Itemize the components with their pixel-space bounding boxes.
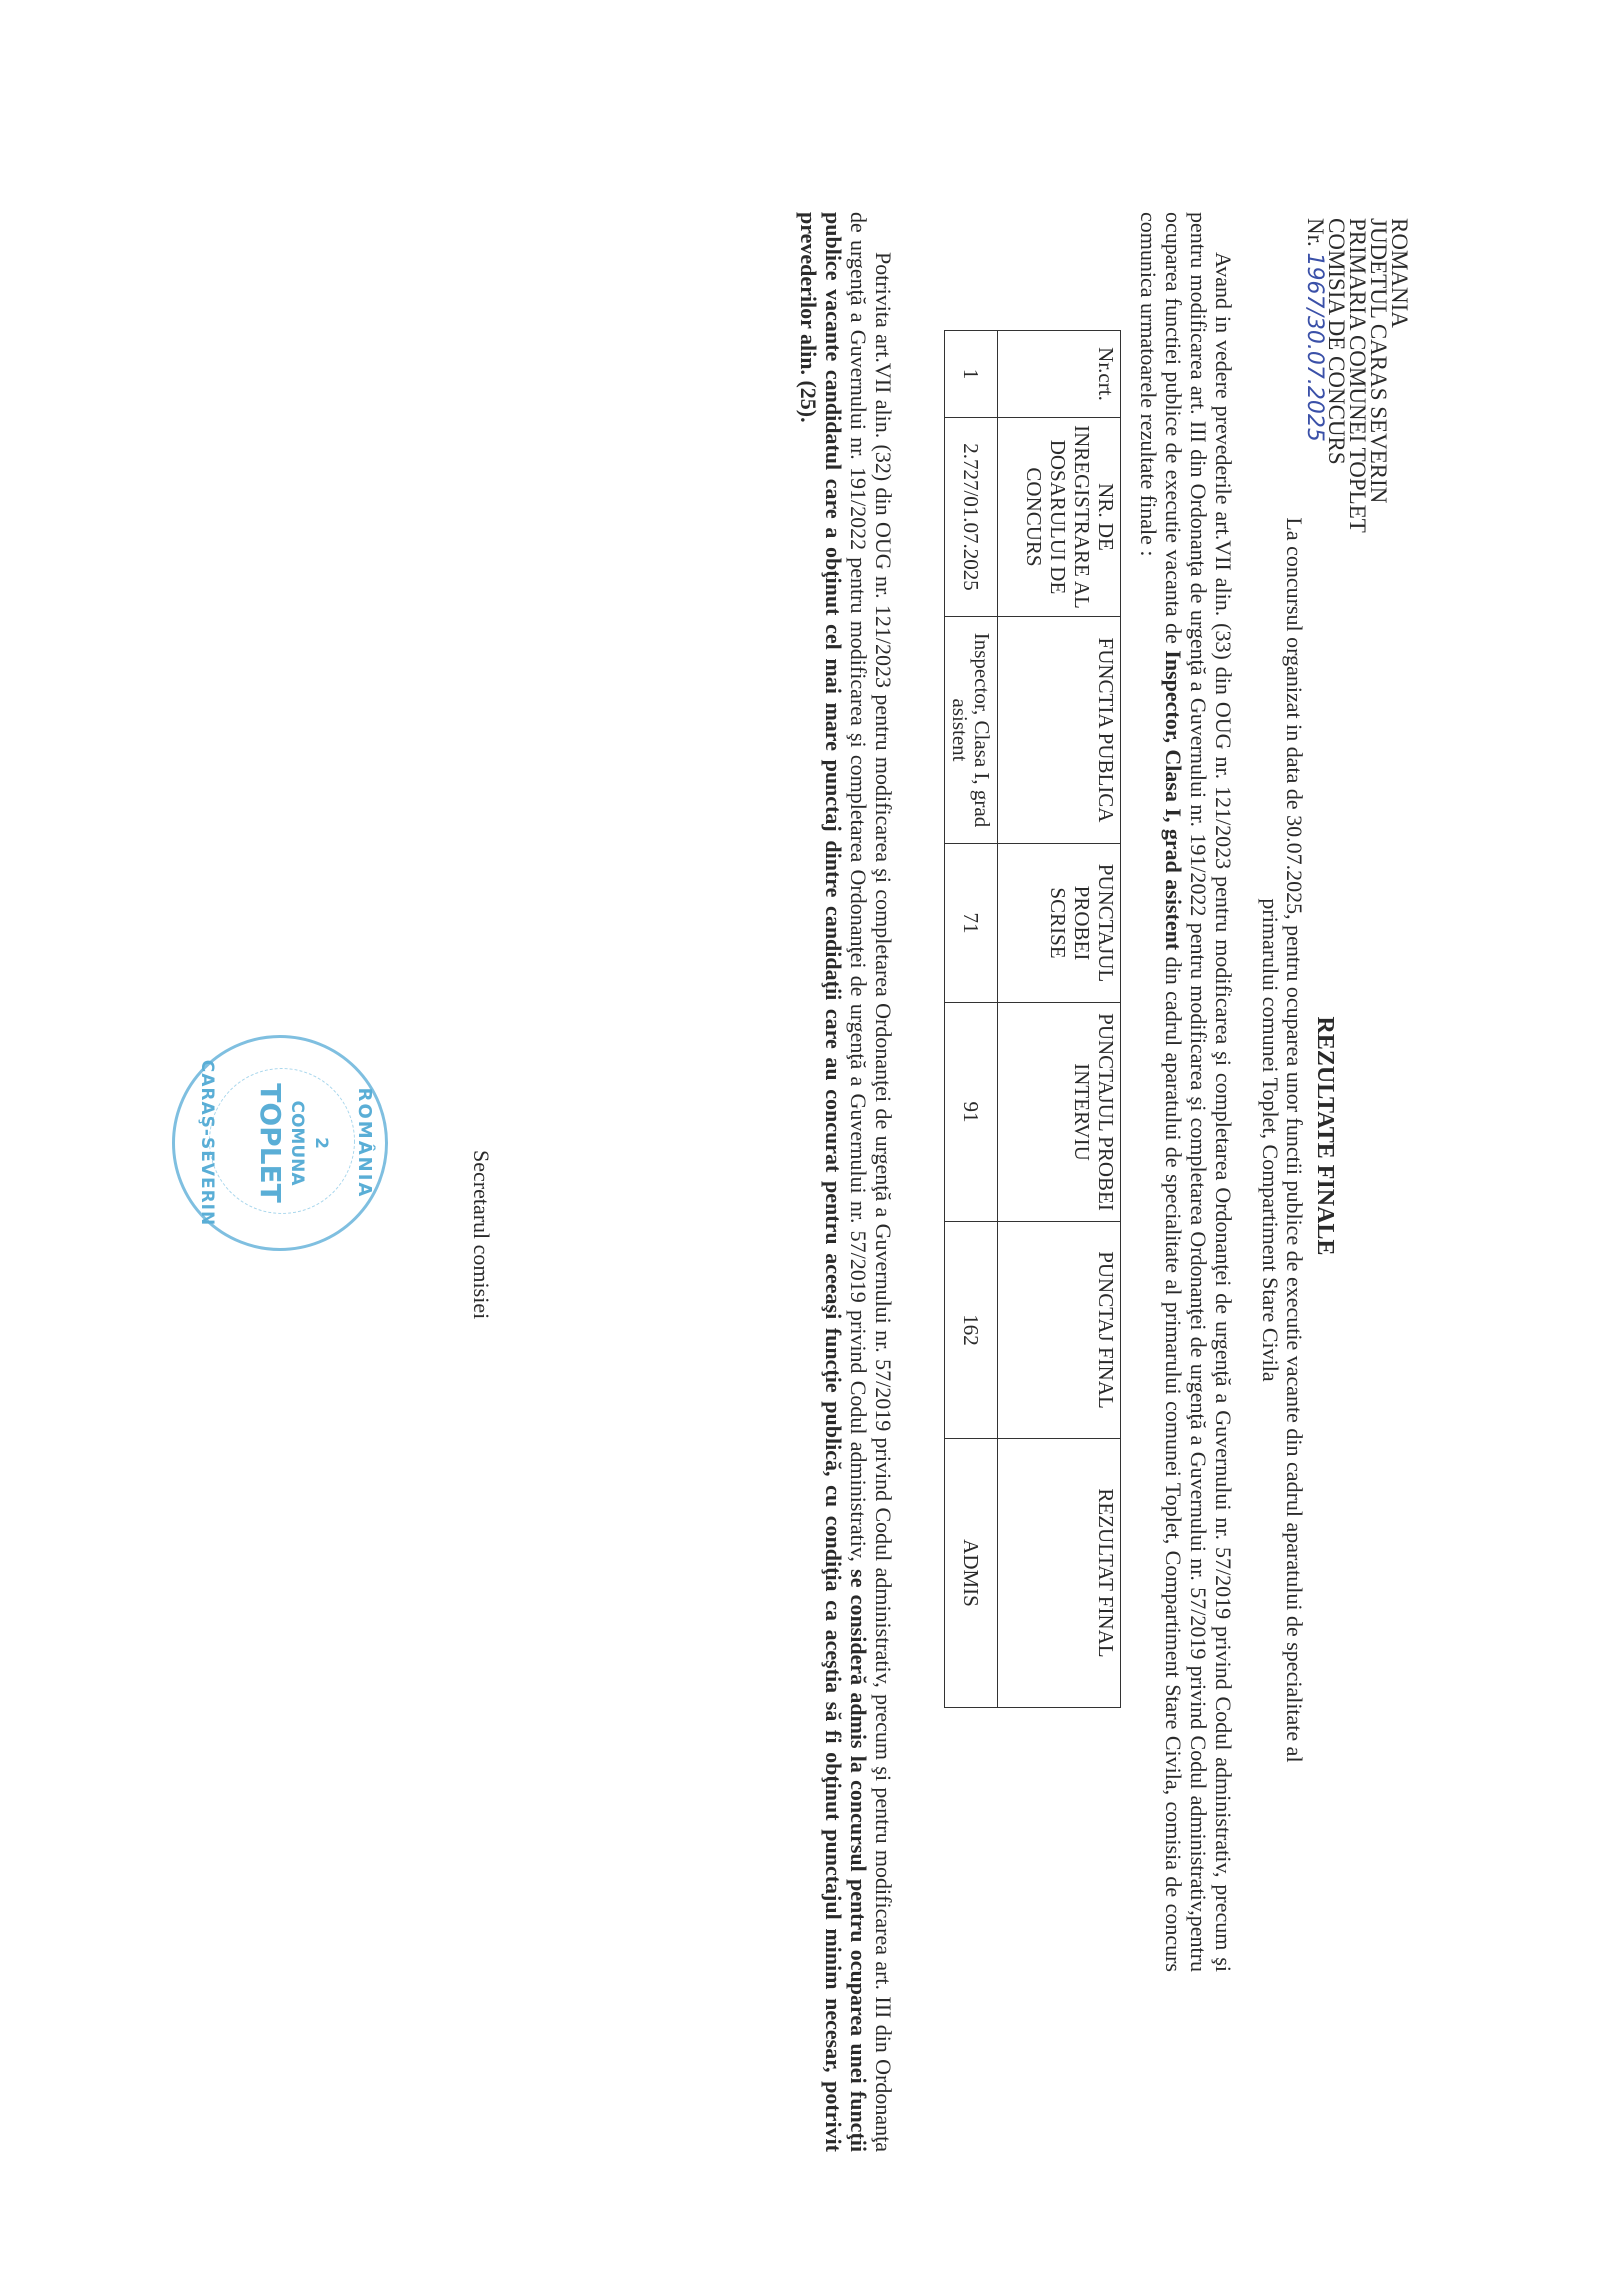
table-row	[945, 331, 998, 1708]
official-stamp	[172, 1035, 388, 1251]
intro-paragraph	[1136, 212, 1236, 1972]
cell-registration-number: 2.727/01.07.2025	[945, 418, 998, 617]
header-commission: COMISIA DE CONCURS	[1324, 218, 1349, 465]
cell-interview-score: 91	[945, 1003, 998, 1222]
cell-public-function: Inspector, Clasa I, grad asistent	[945, 617, 998, 844]
header-public-function: FUNCTIA PUBLICA	[998, 617, 1121, 844]
document-subtitle: La concursul organizat in data de 30.07.2025, pentru ocuparea unor functii publice de executie vacante din cadrul aparatului de specialitate al primarului comunei Toplet, Compartiment Stare Civila	[1258, 517, 1307, 1763]
stamp-country: ROMÂNIA	[354, 1087, 375, 1199]
header-nr-crt: Nr.crt.	[998, 331, 1121, 418]
results-table	[944, 330, 1121, 1708]
intro-bold-position: Inspector, Clasa I, grad asistent	[1161, 650, 1186, 951]
header-county: JUDETUL CARAS SEVERIN	[1366, 218, 1391, 504]
header-registration-number: NR. DE INREGISTRARE AL DOSARULUI DE CONCURS	[998, 418, 1121, 617]
header-final-result: REZULTAT FINAL	[998, 1439, 1121, 1708]
header-country: ROMANIA	[1387, 218, 1412, 328]
header-written-score: PUNCTAJUL PROBEI SCRISE	[998, 844, 1121, 1003]
stamp-county: CARAŞ-SEVERIN	[197, 1059, 217, 1227]
intro-text-b: din cadrul aparatului de specialitate al primarului comunei Toplet, Compartiment Stare Civila, comisia de concurs comunica urmatoarele rezultate finale :	[1136, 212, 1186, 1972]
document-title: REZULTATE FINALE	[1312, 1016, 1338, 1256]
signature-label: Secretarul comisiei	[469, 1150, 494, 1320]
cell-nr-crt: 1	[945, 331, 998, 418]
cell-written-score: 71	[945, 844, 998, 1003]
header-number-handwritten: 1967/30.07.2025	[1302, 252, 1327, 442]
conclusion-paragraph	[796, 212, 896, 2152]
cell-final-score: 162	[945, 1222, 998, 1439]
conclusion-bold: se consideră admis la concursul pentru ocuparea unei funcţii publice vacante candidatul care a obţinut cel mai mare punctaj dintre candidaţii care au concurat pentru aceeaşi funcţie publică, cu condiţia ca aceştia să fi obţinut punctajul minim necesar, potrivit prevederilor alin. (25).	[796, 212, 871, 2152]
header-interview-score: PUNCTAJUL PROBEI INTERVIU	[998, 1003, 1121, 1222]
header-final-score: PUNCTAJ FINAL	[998, 1222, 1121, 1439]
results-header-row	[998, 331, 1121, 1708]
cell-final-result: ADMIS	[945, 1439, 998, 1708]
stamp-commune-label: COMUNA	[287, 1100, 307, 1186]
intro-text-a: Avand in vedere prevederile art.VII alin. (33) din OUG nr. 121/2023 pentru modificarea şi completarea Ordonanţei de urgenţă a Guvernului nr. 57/2019 privind Codul administrativ, precum şi pentru modificarea art. III din Ordonanţa de urgenţă a Guvernului nr. 191/2022 pentru modificarea şi completarea Ordonanţei de urgenţă a Guvernului nr. 57/2019 privind Codul administrativ,pentru ocuparea functiei publice de executie vacanta de	[1161, 212, 1236, 1972]
stamp-commune-name: TOPLET	[254, 1083, 287, 1203]
header-townhall: PRIMARIA COMUNEI TOPLET	[1345, 218, 1370, 533]
header-number-label: Nr.	[1303, 218, 1328, 247]
conclusion-text-a: Potrivita art.VII alin. (32) din OUG nr. 121/2023 pentru modificarea şi completarea Ordonanţei de urgenţă a Guvernului nr. 57/2019 privind Codul administrativ, precum şi pentru modificarea art. III din Ordonanţa de urgenţă a Guvernului nr. 191/2022 pentru modificarea şi completarea Ordonanţei de urgenţă a Guvernului nr. 57/2019 privind Codul administrativ,	[846, 212, 896, 2152]
stamp-number: 2	[311, 1137, 331, 1149]
